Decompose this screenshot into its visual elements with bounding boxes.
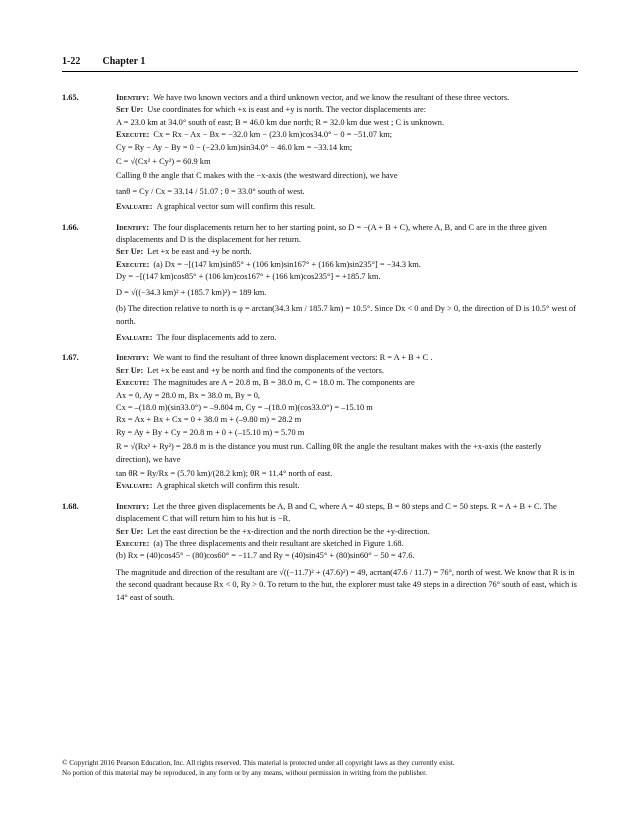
solution-line — [116, 201, 578, 213]
solution-line — [116, 222, 578, 247]
execute-label: Execute: — [116, 539, 150, 548]
copyright-line: © Copyright 2016 Pearson Education, Inc. All rights reserved. This material is protected under all copyright laws as they currently exist. — [62, 759, 455, 767]
solution-line: C = √(Cx² + Cy²) = 60.9 km — [116, 157, 211, 167]
solutions-body — [62, 92, 578, 612]
permission-line: No portion of this material may be reproduced, in any form or by any means, without permission in writing from the publisher. — [62, 769, 427, 777]
solution-line — [116, 104, 578, 116]
solution-line — [116, 377, 578, 389]
line-text: Let +x be east and +y be north and find the components of the vectors. — [147, 365, 384, 375]
line-text: Let the east direction be the +x-direction and the north direction be the +y-direction. — [147, 526, 430, 536]
chapter-title: Chapter 1 — [102, 56, 146, 67]
solution-line: A = 23.0 km at 34.0° south of east; B = 46.0 km due north; R = 32.0 km due west ; C is unknown. — [116, 117, 445, 127]
line-text: The four displacements add to zero. — [156, 332, 277, 342]
setup-label: Set Up: — [116, 247, 144, 257]
setup-label: Set Up: — [116, 105, 144, 115]
problem-1-66 — [62, 222, 578, 345]
solution-line: R = √(Rx² + Ry²) = 28.8 m is the distance you must run. Calling θR the angle the resultant makes with the +x-axis (the easterly direction), we have — [116, 442, 542, 464]
solution-line — [116, 480, 578, 492]
execute-label: Execute: — [116, 130, 150, 140]
line-text: Use coordinates for which +x is east and +y is north. The vector displacements are: — [147, 105, 427, 115]
identify-label: Identify: — [116, 353, 150, 363]
solution-line: Cy = Ry − Ay − By = 0 − (−23.0 km)sin34.0° − 46.0 km = −33.14 km; — [116, 142, 353, 152]
execute-label: Execute: — [116, 259, 150, 269]
solution-line — [116, 259, 578, 271]
execute-label: Execute: — [116, 378, 150, 388]
header-rule — [62, 71, 578, 72]
solution-line — [116, 365, 578, 377]
identify-label: Identify: — [116, 93, 150, 102]
evaluate-label: Evaluate: — [116, 481, 153, 491]
line-text: A graphical sketch will confirm this result. — [156, 481, 300, 491]
solution-line: (b) Rx = (40)cos45° − (80)cos60° = −11.7 and Ry = (40)sin45° + (80)sin60° − 50 = 47.6. — [116, 551, 415, 561]
line-text: The four displacements return her to her starting point, so D = −(A + B + C), where A, B, and C are in the three given displacements and D is the displacement for her return. — [116, 222, 547, 245]
solution-line — [116, 526, 578, 538]
problem-1-65 — [62, 92, 578, 214]
solution-line — [116, 129, 578, 141]
solution-line: Cx = –(18.0 m)(sin33.0°) = –9.804 m, Cy = –(18.0 m)(cos33.0°) = –15.10 m — [116, 402, 373, 412]
setup-label: Set Up: — [116, 526, 144, 536]
solution-line: Ry = Ay + By + Cy = 20.8 m + 0 + (–15.10 m) = 5.70 m — [116, 427, 305, 437]
solution-line: D = √((−34.3 km)² + (185.7 km)²) = 189 km. — [116, 287, 267, 297]
solution-line: The magnitude and direction of the resultant are √((−11.7)² + (47.6)²) = 49, acrtan(47.6 / 11.7) = 76°, north of west. We know that R is in the second quadrant because Rx < 0, Ry > 0. To return to the hut, the explorer must take 49 steps in a direction 76° south of east, which is 14° east of south. — [116, 567, 577, 602]
solution-line: tanθ = Cy / Cx = 33.14 / 51.07 ; θ = 33.0° south of west. — [116, 186, 305, 196]
problem-number: 1.65. — [62, 93, 79, 102]
problem-number: 1.67. — [62, 353, 79, 363]
solution-line: Ax = 0, Ay = 28.0 m, Bx = 38.0 m, By = 0, — [116, 390, 260, 400]
solution-line — [116, 352, 578, 364]
line-text: We want to find the resultant of three known displacement vectors: R = A + B + C . — [153, 353, 433, 363]
copyright-footer — [62, 758, 592, 778]
solution-line — [116, 92, 578, 104]
solution-line: (b) The direction relative to north is φ = arctan(34.3 km / 185.7 km) = 10.5°. Since Dx < 0 and Dy > 0, the direction of D is 10.5° west of north. — [116, 304, 576, 326]
problem-number: 1.66. — [62, 222, 79, 232]
line-text: A graphical vector sum will confirm this result. — [156, 202, 316, 212]
setup-label: Set Up: — [116, 365, 144, 375]
evaluate-label: Evaluate: — [116, 202, 153, 212]
page-header — [62, 56, 578, 67]
solution-line — [116, 332, 578, 344]
identify-label: Identify: — [116, 222, 150, 232]
problem-number: 1.68. — [62, 501, 79, 511]
line-text: (a) The three displacements and their resultant are sketched in Figure 1.68. — [153, 539, 404, 548]
page-number: 1-22 — [62, 56, 81, 67]
line-text: Cx = Rx − Ax − Bx = −32.0 km − (23.0 km)cos34.0° − 0 = −51.07 km; — [153, 130, 393, 140]
problem-1-67 — [62, 352, 578, 492]
solution-line: Rx = Ax + Bx + Cx = 0 + 38.0 m + (–9.80 m) = 28.2 m — [116, 415, 302, 425]
problem-1-68 — [62, 501, 578, 604]
solution-line — [116, 246, 578, 258]
solution-line: tan θR = Ry/Rx = (5.70 km)/(28.2 km); θR = 11.4° north of east. — [116, 468, 333, 478]
line-text: The magnitudes are A = 20.8 m, B = 38.0 m, C = 18.0 m. The components are — [153, 378, 415, 388]
solution-line — [116, 501, 578, 526]
line-text: We have two known vectors and a third unknown vector, and we know the resultant of these three vectors. — [153, 93, 510, 102]
line-text: (a) Dx = −[(147 km)sin85° + (106 km)sin167° + (166 km)sin235°] = −34.3 km. — [153, 259, 421, 269]
identify-label: Identify: — [116, 501, 150, 511]
solution-line — [116, 538, 578, 550]
evaluate-label: Evaluate: — [116, 332, 153, 342]
line-text: Let the three given displacements be A, B and C, where A = 40 steps, B = 80 steps and C = 50 steps. R = A + B + C. The displacement C that will return him to his hut is −R. — [116, 501, 557, 524]
line-text: Let +x be east and +y be north. — [147, 247, 252, 257]
solution-line: Dy = −[(147 km)cos85° + (106 km)cos167° + (166 km)cos235°] = +185.7 km. — [116, 272, 381, 282]
solution-line: Calling θ the angle that C makes with the −x-axis (the westward direction), we have — [116, 171, 398, 181]
